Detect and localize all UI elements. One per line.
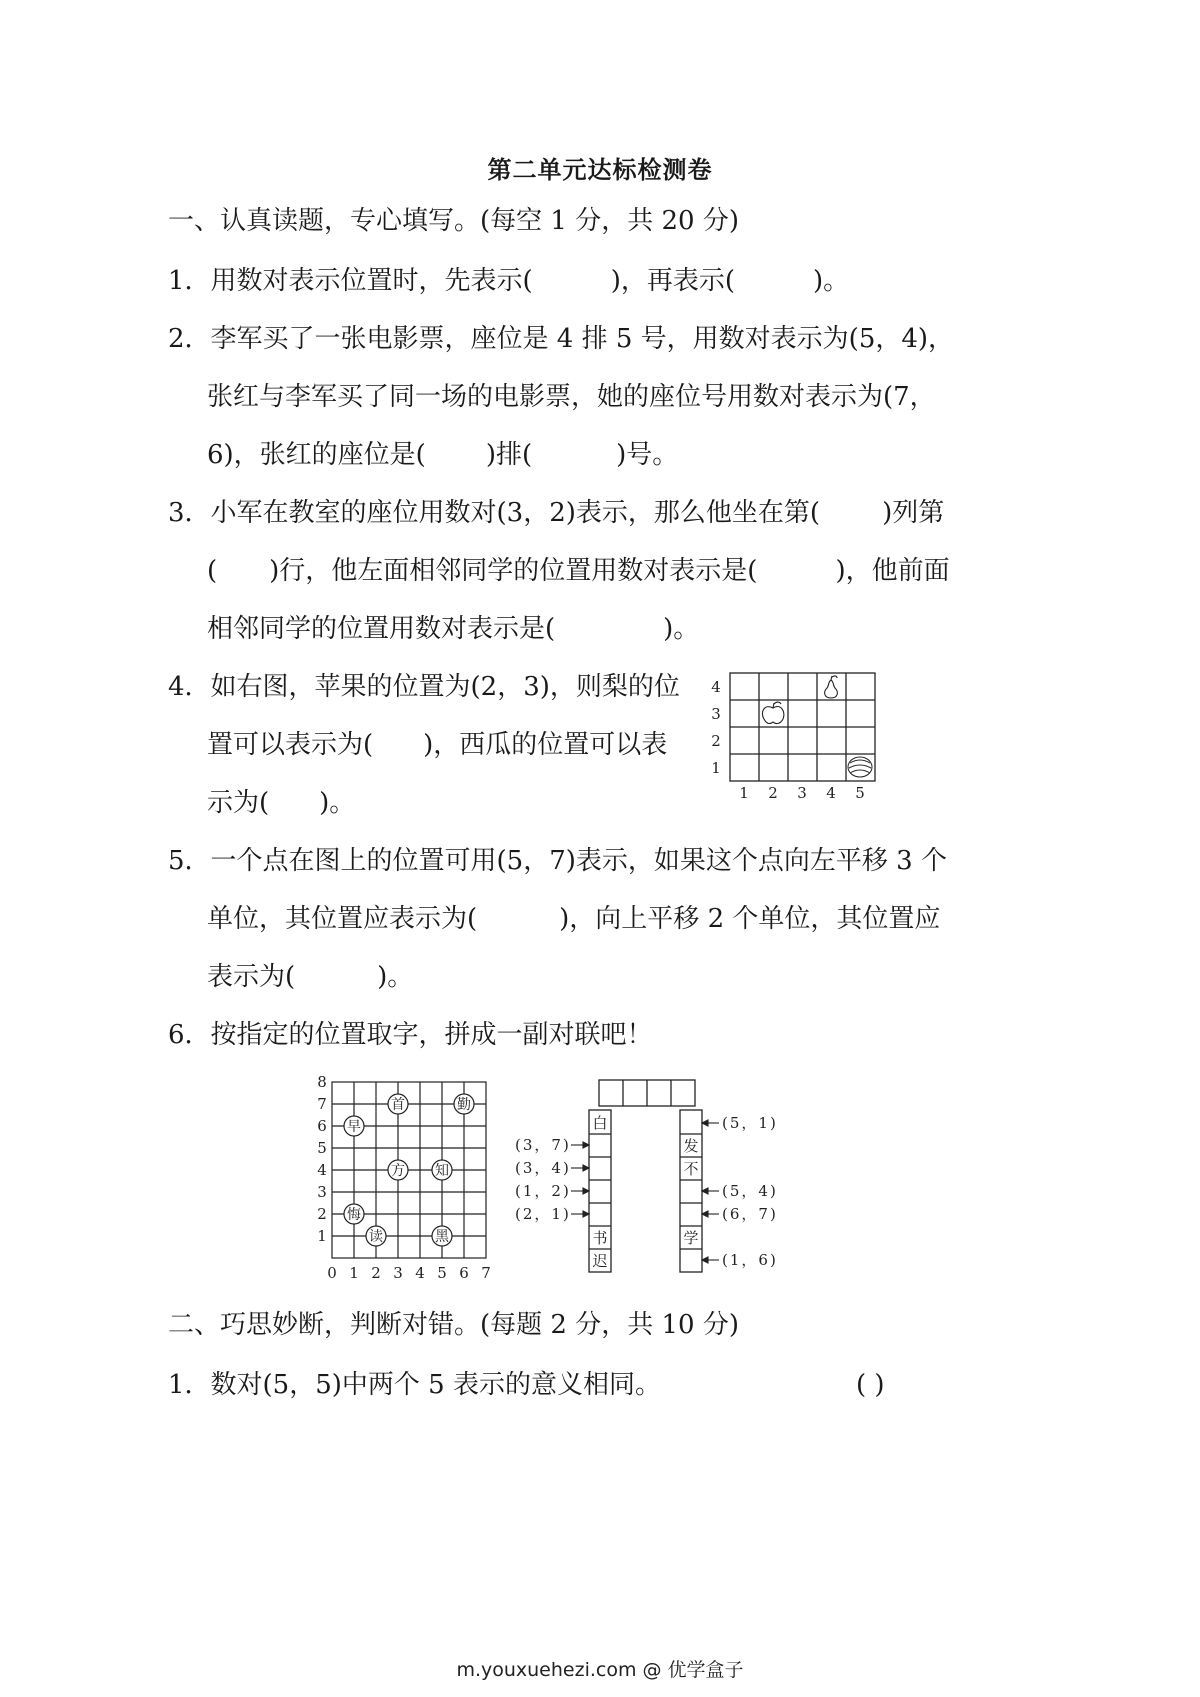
coord-label: (1，2) (515, 1182, 571, 1200)
question-4-line-3: 示为( )。 (207, 788, 356, 818)
y-label: 3 (711, 705, 721, 723)
x-label: 2 (768, 784, 778, 802)
x-label: 3 (393, 1264, 403, 1282)
x-label: 6 (459, 1264, 469, 1282)
couplet-char: 不 (683, 1160, 699, 1178)
grid-char: 方 (391, 1163, 405, 1179)
question-2-line-3: 6)，张红的座位是( )排( )号。 (207, 440, 679, 470)
coord-label: (2，1) (515, 1205, 571, 1223)
x-label: 2 (371, 1264, 381, 1282)
coord-label: (3，4) (515, 1159, 571, 1177)
pear-icon (825, 676, 838, 698)
apple-icon (762, 702, 783, 723)
grid-char: 黑 (435, 1229, 449, 1245)
x-label: 1 (739, 784, 749, 802)
couplet-char: 白 (592, 1114, 608, 1132)
question-1: 1．用数对表示位置时，先表示( )，再表示( )。 (168, 266, 850, 296)
y-label: 1 (317, 1227, 327, 1245)
couplet-char: 发 (683, 1137, 699, 1155)
judgment-question-1: 1．数对(5，5)中两个 5 表示的意义相同。 (168, 1370, 661, 1400)
coord-label: (3，7) (515, 1136, 571, 1154)
y-label: 4 (711, 678, 721, 696)
page-title: 第二单元达标检测卷 (487, 155, 713, 184)
coord-label: (1，6) (722, 1251, 778, 1269)
watermelon-icon (848, 757, 872, 777)
coord-label: (6，7) (722, 1205, 778, 1223)
question-2-line-1: 2．李军买了一张电影票，座位是 4 排 5 号，用数对表示为(5，4)， (168, 324, 955, 354)
x-label: 5 (437, 1264, 447, 1282)
couplet-char: 学 (683, 1229, 699, 1247)
question-3-line-1: 3．小军在教室的座位用数对(3，2)表示，那么他坐在第( )列第 (168, 498, 945, 528)
y-label: 3 (317, 1183, 327, 1201)
section-1-heading: 一、认真读题，专心填写。(每空 1 分，共 20 分) (168, 206, 739, 236)
grid-char: 悔 (347, 1207, 361, 1223)
grid-char: 读 (369, 1229, 383, 1245)
y-label: 5 (317, 1139, 327, 1157)
grid-char: 首 (391, 1097, 405, 1113)
footer-watermark: m.youxuehezi.com @ 优学盒子 (456, 1659, 744, 1681)
section-2-heading: 二、巧思妙断，判断对错。(每题 2 分，共 10 分) (168, 1310, 739, 1340)
y-label: 4 (317, 1161, 327, 1179)
couplet-diagram (505, 1078, 805, 1278)
question-3-line-3: 相邻同学的位置用数对表示是( )。 (207, 614, 700, 644)
grid-char: 勤 (457, 1097, 471, 1113)
question-6: 6．按指定的位置取字，拼成一副对联吧！ (168, 1020, 653, 1050)
x-label: 1 (349, 1264, 359, 1282)
question-4-line-1: 4．如右图，苹果的位置为(2，3)，则梨的位 (168, 672, 680, 702)
question-5-line-2: 单位，其位置应表示为( )，向上平移 2 个单位，其位置应 (207, 904, 941, 934)
answer-paren[interactable]: ( ) (856, 1370, 885, 1400)
y-label: 6 (317, 1117, 327, 1135)
x-label: 0 (327, 1264, 337, 1282)
coord-label: (5，1) (722, 1114, 778, 1132)
y-label: 1 (711, 759, 721, 777)
y-label: 7 (317, 1095, 327, 1113)
y-label: 2 (711, 732, 721, 750)
fruit-grid (700, 665, 890, 805)
x-label: 5 (855, 784, 865, 802)
coord-label: (5，4) (722, 1182, 778, 1200)
x-label: 7 (481, 1264, 491, 1282)
x-label: 3 (797, 784, 807, 802)
x-label: 4 (826, 784, 836, 802)
y-label: 8 (317, 1073, 327, 1091)
question-2-line-2: 张红与李军买了同一场的电影票，她的座位号用数对表示为(7， (207, 382, 936, 412)
character-grid (310, 1072, 510, 1284)
question-5-line-1: 5．一个点在图上的位置可用(5，7)表示，如果这个点向左平移 3 个 (168, 846, 947, 876)
grid-char: 早 (347, 1119, 361, 1135)
x-label: 4 (415, 1264, 425, 1282)
y-label: 2 (317, 1205, 327, 1223)
question-5-line-3: 表示为( )。 (207, 962, 414, 992)
couplet-char: 书 (592, 1229, 608, 1247)
question-4-line-2: 置可以表示为( )，西瓜的位置可以表 (207, 730, 668, 760)
grid-char: 知 (435, 1163, 449, 1179)
couplet-char: 迟 (592, 1252, 608, 1270)
question-3-line-2: ( )行，他左面相邻同学的位置用数对表示是( )，他前面 (207, 556, 950, 586)
